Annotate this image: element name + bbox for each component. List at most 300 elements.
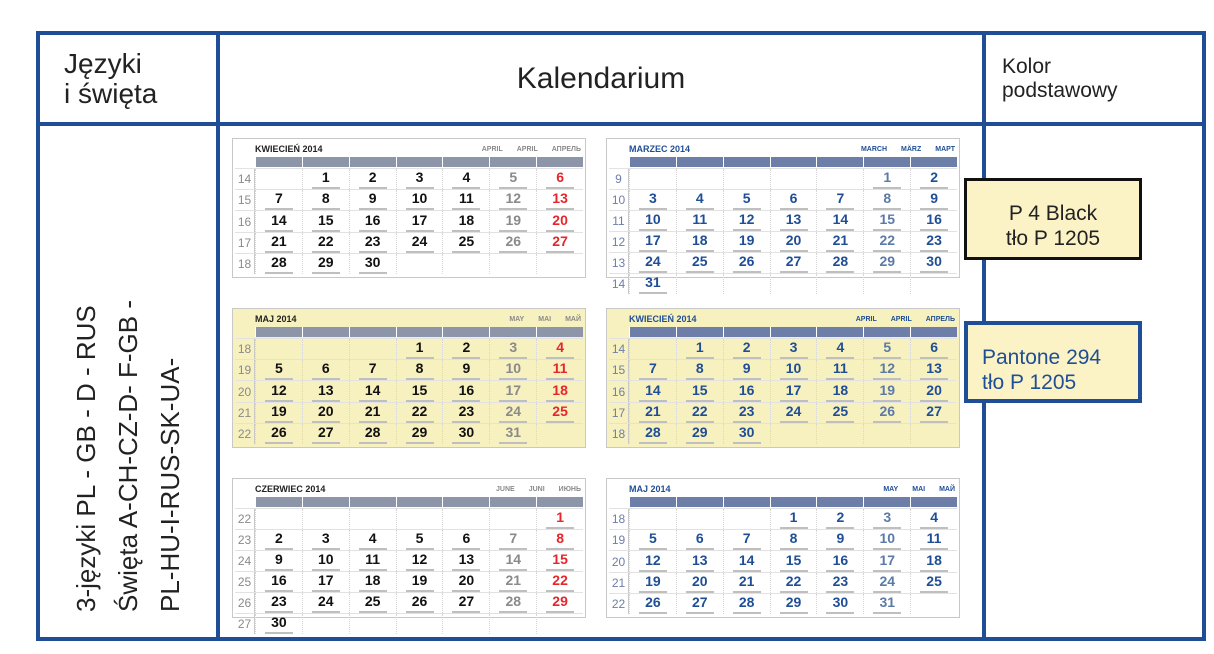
calendar-l1 [232,138,586,278]
nameday-text [920,400,948,402]
calendar-day [442,381,489,401]
nameday-text [639,591,667,593]
nameday-text [312,378,340,380]
day-number: 2 [368,169,377,186]
week-number: 27 [235,614,255,634]
day-number: 1 [321,169,330,186]
weekday-header-bar [255,497,583,507]
day-number: 10 [645,211,661,227]
day-number: 29 [411,423,428,440]
nameday-text [873,421,901,423]
calendar-day [676,530,723,550]
calendar-day [863,551,910,571]
calendar-day [816,232,863,252]
calendar-week-row [609,338,957,359]
calendar-day [910,403,957,423]
nameday-text [452,548,480,550]
nameday-text [873,548,901,550]
weekday-header-cell [629,157,676,167]
day-number: 24 [879,572,896,589]
weekday-header-cell [489,327,536,337]
calendar-l2 [232,308,586,448]
day-number: 8 [789,530,798,547]
nameday-text [499,208,527,210]
calendar-month: KWIECIEŃ 2014 [255,144,323,154]
calendar-header [629,481,955,497]
calendar-month-translation: MARCH [860,145,888,153]
day-number: 2 [836,509,845,526]
day-number: 29 [552,593,568,609]
nameday-text [499,251,527,253]
color-swatch-pantone [964,321,1142,403]
calendar-day [910,530,957,550]
day-number: 22 [879,232,896,248]
day-number: 25 [364,593,381,609]
day-number: 7 [742,530,751,547]
calendar-day [816,190,863,210]
nameday-text [499,378,527,380]
calendar-week-row [609,252,957,273]
calendar-day [723,424,770,444]
day-number: 17 [505,381,522,398]
day-number: 4 [368,530,377,546]
weekday-header-cell [396,497,443,507]
day-number: 2 [930,169,938,185]
nameday-text [639,271,667,273]
nameday-text [686,421,714,423]
nameday-text [265,632,293,634]
weekday-header-cell [863,327,910,337]
weekday-header-cell [536,157,583,167]
day-number: 16 [738,381,755,398]
weekday-header-cell [302,157,349,167]
calendar-day [396,360,443,380]
calendar-week-row [235,592,583,613]
day-number: 25 [832,402,849,419]
calendar-day [255,169,302,189]
weekday-header-cell [816,327,863,337]
calendar-month-translation: JUNI [528,485,545,493]
calendar-day [770,509,817,529]
calendar-day [536,169,583,189]
day-number: 31 [645,274,661,290]
day-number: 13 [458,551,475,567]
day-number: 10 [785,360,802,377]
nameday-text [639,570,667,572]
week-number: 18 [609,509,629,529]
nameday-text [359,548,387,550]
day-number: 6 [462,530,471,546]
day-number: 20 [785,232,802,248]
languages-line: 3-języki PL - GB - D - RUS [71,305,101,612]
nameday-text [312,251,340,253]
week-number: 18 [609,424,629,444]
calendar-day [302,381,349,401]
nameday-text [826,208,854,210]
nameday-text [780,591,808,593]
day-number: 24 [411,232,428,249]
calendar-day [536,509,583,529]
day-number: 11 [832,360,848,377]
day-number: 18 [926,551,942,568]
week-number: 15 [609,360,629,380]
day-number: 3 [415,169,424,186]
day-number: 22 [552,572,568,588]
calendar-day [442,593,489,613]
calendar-day [302,424,349,444]
weekday-header-cell [396,327,443,337]
calendar-day [910,509,957,529]
calendar-header [255,481,581,497]
calendar-day [629,424,676,444]
day-number: 5 [509,169,518,186]
calendar-month: KWIECIEŃ 2014 [629,314,697,324]
nameday-text [826,229,854,231]
day-number: 31 [879,593,896,610]
day-number: 28 [832,253,849,269]
calendar-day [723,403,770,423]
nameday-text [312,208,340,210]
nameday-text [546,208,574,210]
calendar-day [770,232,817,252]
holidays-countries-line: PL-HU-I-RUS-SK-UA- [155,357,185,612]
calendar-day [910,381,957,401]
calendar-day [770,573,817,593]
calendar-day [676,169,723,189]
weekday-header-cell [770,157,817,167]
nameday-text [452,421,480,423]
calendar-r1 [606,138,960,291]
calendar-day [302,572,349,592]
nameday-text [406,400,434,402]
column-divider [216,35,220,637]
calendar-day [302,530,349,550]
nameday-text [686,271,714,273]
calendar-day [629,381,676,401]
calendar-day [349,614,396,634]
weekday-header-cell [536,497,583,507]
calendar-day [396,233,443,253]
day-number: 28 [364,423,381,440]
calendar-day [770,594,817,614]
week-number: 22 [235,509,255,529]
calendar-day [442,403,489,423]
day-number: 6 [789,190,798,206]
nameday-text [406,187,434,189]
swatch-line2: tło P 1205 [982,371,1077,394]
weekday-header-cell [489,157,536,167]
calendar-day [536,360,583,380]
week-number: 13 [609,253,629,273]
calendar-day [396,190,443,210]
day-number: 13 [926,360,942,377]
day-number: 11 [552,360,568,377]
calendar-day [910,190,957,210]
weekday-header-cell [536,327,583,337]
nameday-text [639,442,667,444]
nameday-text [406,421,434,423]
day-number: 1 [695,339,704,356]
day-number: 6 [695,530,704,547]
calendar-day [863,211,910,231]
calendar-day [489,381,536,401]
calendar-day [910,169,957,189]
calendar-day [676,232,723,252]
nameday-text [546,400,574,402]
calendar-week-row [609,529,957,550]
day-number: 18 [552,381,568,398]
day-number: 12 [738,211,755,227]
calendar-day [302,593,349,613]
calendar-day [723,211,770,231]
calendar-day [910,424,957,444]
calendar-day [863,253,910,273]
calendar-header [629,141,955,157]
calendar-week-row [235,613,583,634]
day-number: 5 [415,530,424,546]
day-number: 8 [556,530,564,546]
day-number: 6 [321,360,330,377]
nameday-text [639,229,667,231]
day-number: 21 [645,402,661,419]
nameday-text [920,357,948,359]
calendar-week-row [235,232,583,253]
day-number: 12 [645,551,661,568]
day-number: 14 [364,381,381,398]
nameday-text [265,442,293,444]
day-number: 4 [930,509,938,526]
nameday-text [733,612,761,614]
calendar-month-translation: JUNE [496,485,515,493]
weekday-header-cell [255,497,302,507]
calendar-day [629,169,676,189]
day-number: 9 [275,551,283,567]
week-number: 25 [235,572,255,592]
day-number: 2 [462,339,471,356]
nameday-text [265,569,293,571]
day-number: 22 [411,402,428,419]
nameday-text [920,378,948,380]
calendar-day [910,232,957,252]
calendar-day [396,403,443,423]
calendar-day [629,232,676,252]
day-number: 27 [458,593,475,609]
languages-cell [40,126,216,638]
nameday-text [546,251,574,253]
nameday-text [733,229,761,231]
nameday-text [452,590,480,592]
weekday-header-cell [442,497,489,507]
calendar-day [349,360,396,380]
day-number: 7 [649,360,657,377]
calendar-day [442,233,489,253]
day-number: 30 [364,253,381,270]
nameday-text [312,272,340,274]
day-number: 9 [930,190,938,206]
calendar-day [349,530,396,550]
calendar-day [816,253,863,273]
nameday-text [873,229,901,231]
calendar-month-translation: APRIL [516,145,538,153]
calendar-day [723,551,770,571]
calendar-month: MARZEC 2014 [629,144,691,154]
calendar-day [629,403,676,423]
nameday-text [312,230,340,232]
calendar-day [442,572,489,592]
calendar-day [302,509,349,529]
day-number: 9 [742,360,751,377]
day-number: 15 [879,211,896,227]
nameday-text [826,548,854,550]
calendar-day [255,509,302,529]
day-number: 28 [271,253,287,270]
calendar-day [489,190,536,210]
nameday-text [780,229,808,231]
calendar-day [302,614,349,634]
day-number: 18 [692,232,708,248]
nameday-text [873,612,901,614]
nameday-text [406,442,434,444]
day-number: 3 [509,339,518,356]
day-number: 17 [645,232,661,248]
day-number: 28 [505,593,522,609]
calendar-header [255,141,581,157]
calendar-week-row [235,423,583,444]
nameday-text [780,570,808,572]
nameday-text [639,250,667,252]
day-number: 13 [785,211,802,227]
nameday-text [265,378,293,380]
calendar-grid [609,508,957,614]
weekday-header-bar [629,157,957,167]
day-number: 30 [738,423,755,440]
nameday-text [639,378,667,380]
nameday-text [452,357,480,359]
day-number: 17 [411,211,428,228]
swatch-line2: tło P 1205 [1005,227,1101,250]
day-number: 25 [552,402,568,419]
calendar-day [863,381,910,401]
week-number: 14 [235,169,255,189]
nameday-text [546,230,574,232]
weekday-header-cell [255,327,302,337]
calendar-day [863,403,910,423]
nameday-text [686,378,714,380]
calendar-month-translation: МАРТ [935,145,955,153]
calendar-day [396,551,443,571]
week-number: 20 [609,551,629,571]
weekday-header-cell [489,497,536,507]
day-number: 25 [926,572,942,589]
week-number: 14 [609,339,629,359]
calendar-day [442,254,489,274]
calendar-month-translation: МАЙ [939,485,955,493]
calendar-day [349,254,396,274]
calendar-day [723,530,770,550]
calendar-day [396,572,443,592]
nameday-text [406,378,434,380]
calendar-day [816,403,863,423]
calendar-day [629,274,676,294]
day-number: 28 [738,593,755,610]
calendar-day [863,232,910,252]
day-number: 26 [505,232,522,249]
calendar-day [255,530,302,550]
calendar-day [863,594,910,614]
nameday-text [499,357,527,359]
calendar-day [723,381,770,401]
nameday-text [452,378,480,380]
calendar-week-row [235,402,583,423]
calendar-grid [609,168,957,291]
calendar-month-translation: АПРЕЛЬ [551,145,581,153]
weekday-header-bar [255,327,583,337]
day-number: 16 [926,211,942,227]
weekday-header-cell [349,327,396,337]
day-number: 8 [321,190,330,207]
header-languages-line1: Języki [64,47,142,79]
calendar-day [770,551,817,571]
calendar-week-row [609,168,957,189]
calendar-day [349,233,396,253]
nameday-text [826,400,854,402]
calendar-month-translation: MAI [538,315,552,323]
day-number: 26 [411,593,428,609]
calendar-day [723,190,770,210]
calendar-day [396,211,443,231]
calendar-day [676,381,723,401]
day-number: 6 [930,339,938,356]
day-number: 10 [879,530,896,547]
calendar-r3 [606,478,960,618]
calendar-day [770,403,817,423]
nameday-text [826,421,854,423]
day-number: 27 [926,402,942,419]
day-number: 8 [695,360,704,377]
calendar-day [676,339,723,359]
calendar-day [536,572,583,592]
nameday-text [920,187,948,189]
calendar-day [489,211,536,231]
calendar-day [255,551,302,571]
calendar-day [349,572,396,592]
nameday-text [780,271,808,273]
calendar-day [349,551,396,571]
day-number: 11 [692,211,708,227]
nameday-text [452,208,480,210]
day-number: 29 [318,253,334,270]
nameday-text [780,357,808,359]
nameday-text [686,442,714,444]
calendar-day [863,530,910,550]
nameday-text [826,271,854,273]
nameday-text [359,208,387,210]
nameday-text [873,271,901,273]
nameday-text [733,570,761,572]
calendar-day [676,190,723,210]
day-number: 1 [556,509,564,525]
calendar-month-translation: MÄRZ [901,145,922,153]
calendar-day [676,594,723,614]
week-number: 12 [609,232,629,252]
day-number: 23 [271,593,287,609]
calendar-day [489,233,536,253]
day-number: 22 [785,572,802,589]
week-number: 17 [609,403,629,423]
day-number: 7 [368,360,377,377]
nameday-text [733,400,761,402]
nameday-text [406,230,434,232]
